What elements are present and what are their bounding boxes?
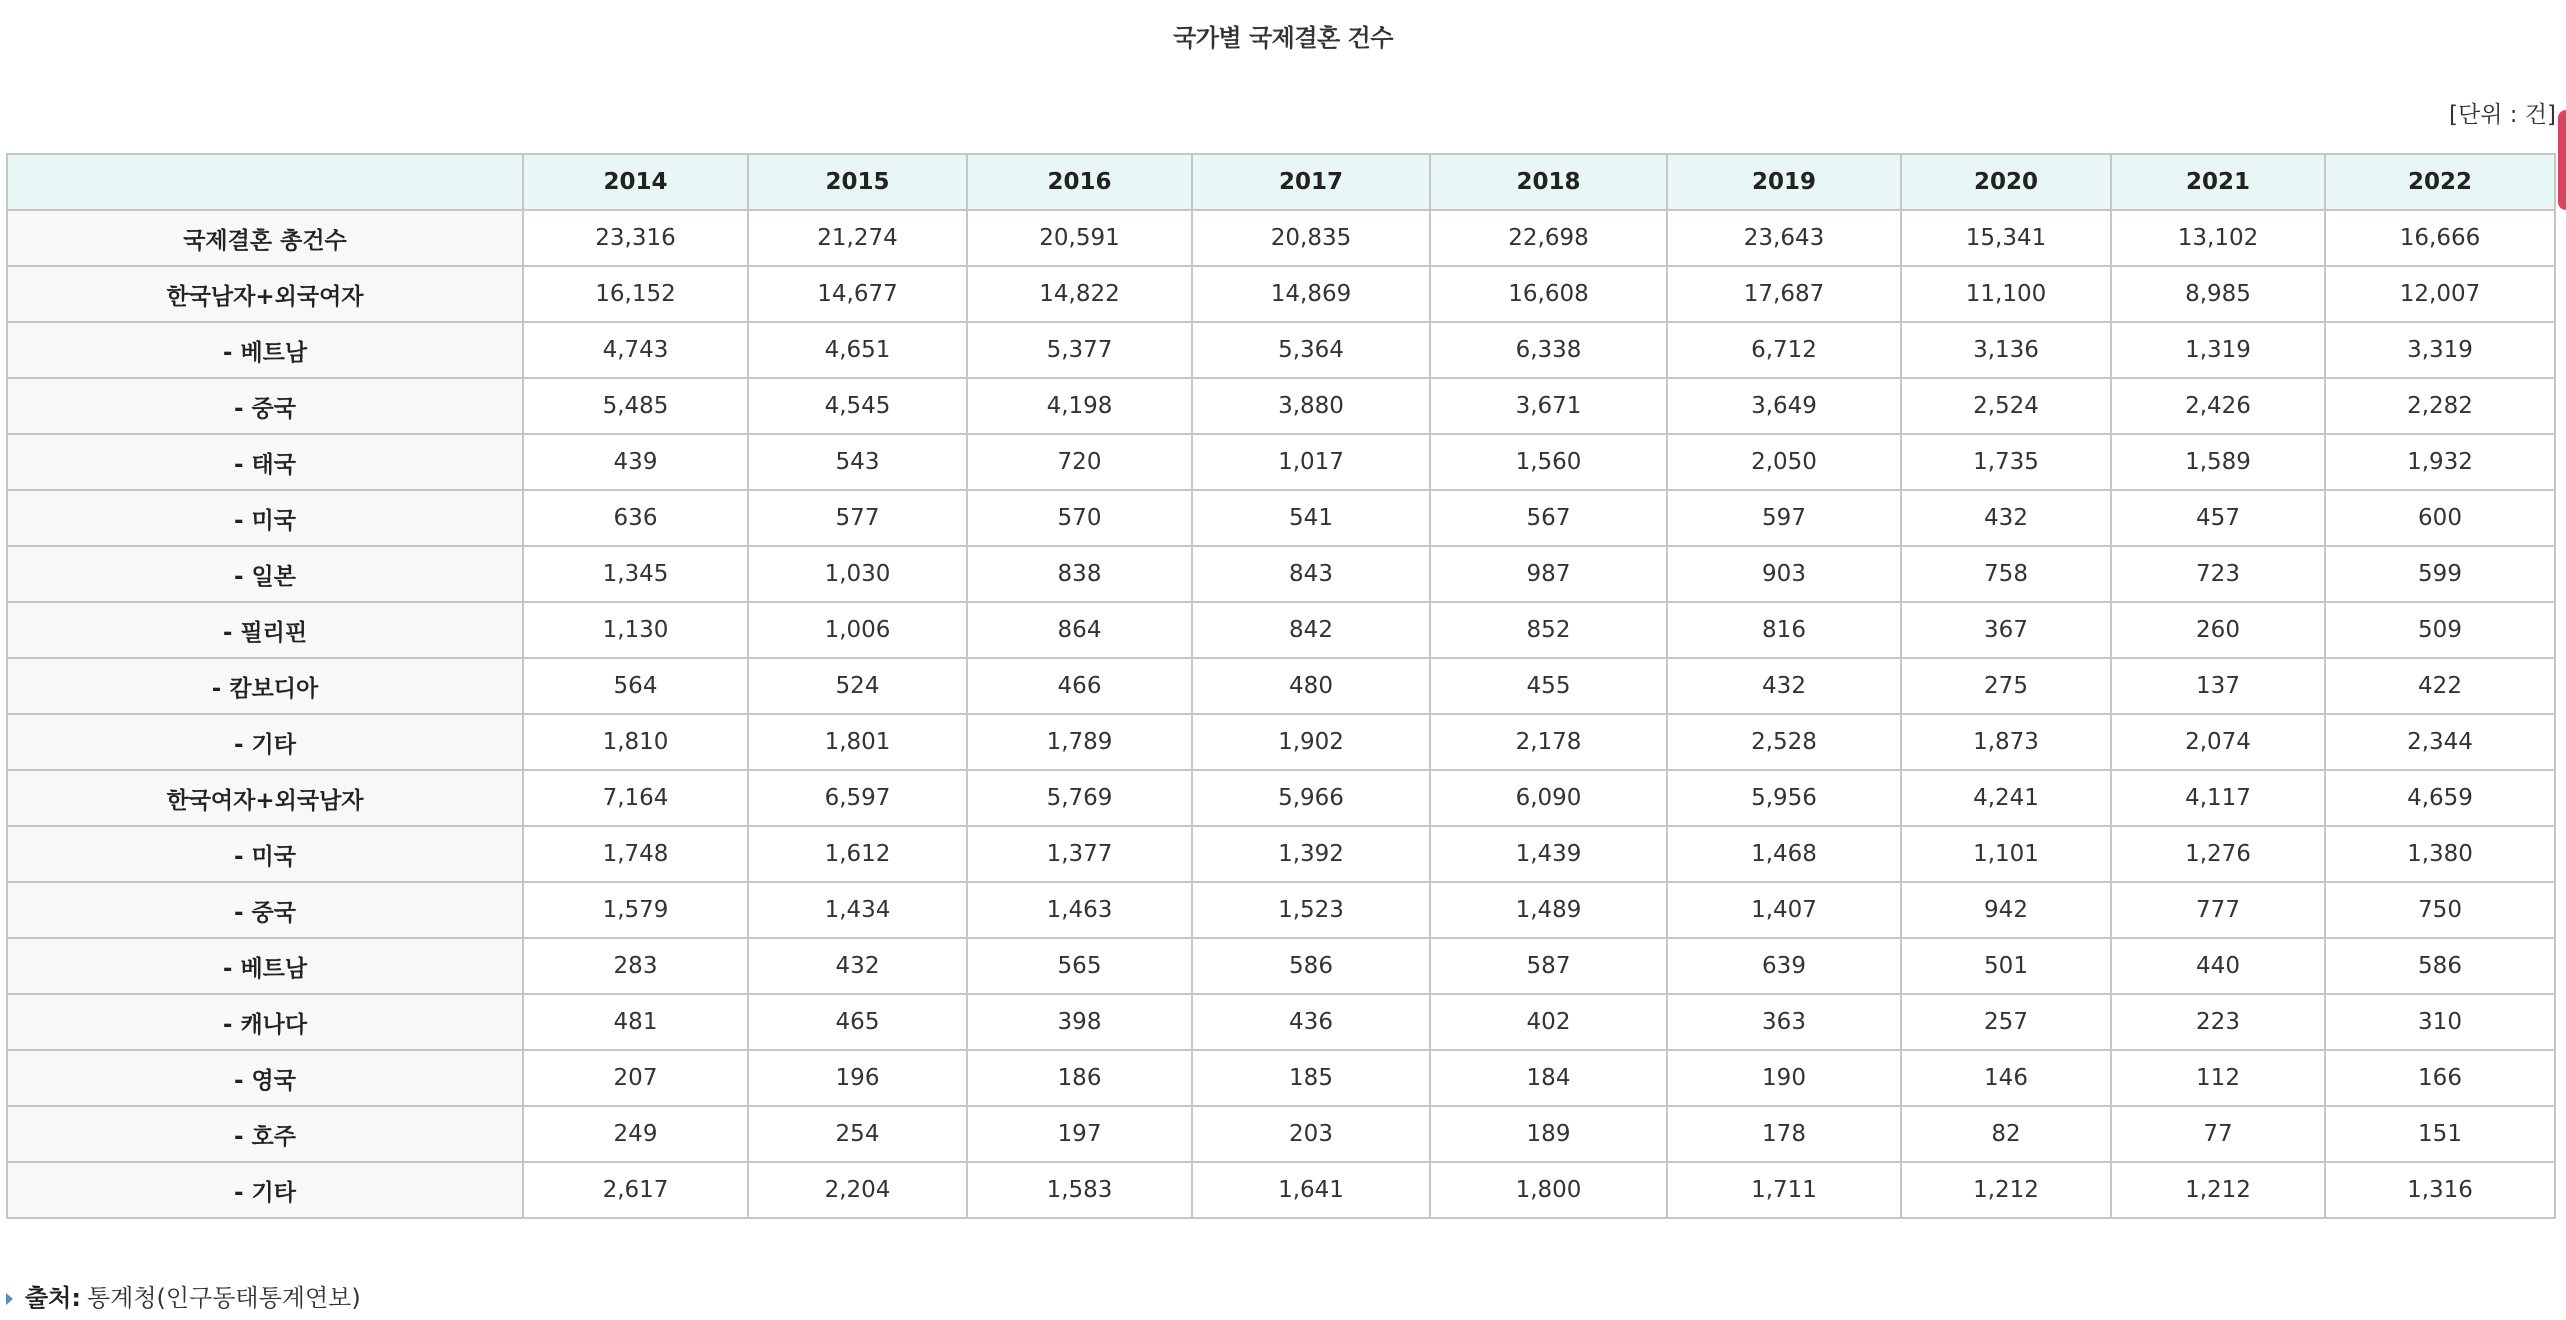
source-label: 출처: [25, 1284, 81, 1312]
data-cell: 1,212 [2111, 1162, 2325, 1218]
data-cell: 1,276 [2111, 826, 2325, 882]
row-label: 국제결혼 총건수 [7, 210, 523, 266]
data-cell: 567 [1430, 490, 1667, 546]
table-row [7, 714, 2555, 770]
data-cell: 4,743 [523, 322, 748, 378]
row-label: - 일본 [7, 546, 523, 602]
data-cell: 1,392 [1192, 826, 1430, 882]
data-cell: 249 [523, 1106, 748, 1162]
row-label: 한국여자+외국남자 [7, 770, 523, 826]
data-cell: 1,810 [523, 714, 748, 770]
data-cell: 2,344 [2325, 714, 2555, 770]
data-cell: 432 [1667, 658, 1901, 714]
data-cell: 4,545 [748, 378, 967, 434]
data-cell: 1,489 [1430, 882, 1667, 938]
data-cell: 636 [523, 490, 748, 546]
data-cell: 432 [1901, 490, 2111, 546]
data-cell: 5,966 [1192, 770, 1430, 826]
table-row [7, 770, 2555, 826]
data-cell: 1,030 [748, 546, 967, 602]
data-cell: 1,130 [523, 602, 748, 658]
data-cell: 1,006 [748, 602, 967, 658]
data-cell: 13,102 [2111, 210, 2325, 266]
table-body [7, 210, 2555, 1218]
data-cell: 5,956 [1667, 770, 1901, 826]
column-header-2018: 2018 [1430, 154, 1667, 210]
column-header-2015: 2015 [748, 154, 967, 210]
data-cell: 367 [1901, 602, 2111, 658]
data-cell: 1,434 [748, 882, 967, 938]
data-cell: 185 [1192, 1050, 1430, 1106]
column-header-2019: 2019 [1667, 154, 1901, 210]
data-cell: 1,641 [1192, 1162, 1430, 1218]
source-text: 통계청(인구동태통계연보) [86, 1284, 361, 1312]
table-row [7, 882, 2555, 938]
column-header-2020: 2020 [1901, 154, 2111, 210]
data-cell: 838 [967, 546, 1192, 602]
row-label: - 필리핀 [7, 602, 523, 658]
data-cell: 1,468 [1667, 826, 1901, 882]
data-cell: 15,341 [1901, 210, 2111, 266]
data-cell: 112 [2111, 1050, 2325, 1106]
data-cell: 541 [1192, 490, 1430, 546]
page-title: 국가별 국제결혼 건수 [1173, 24, 1393, 52]
data-cell: 1,801 [748, 714, 967, 770]
data-cell: 564 [523, 658, 748, 714]
data-cell: 6,338 [1430, 322, 1667, 378]
data-cell: 1,463 [967, 882, 1192, 938]
data-cell: 151 [2325, 1106, 2555, 1162]
column-header-2017: 2017 [1192, 154, 1430, 210]
data-cell: 82 [1901, 1106, 2111, 1162]
data-cell: 16,152 [523, 266, 748, 322]
data-cell: 1,579 [523, 882, 748, 938]
data-cell: 852 [1430, 602, 1667, 658]
data-cell: 2,426 [2111, 378, 2325, 434]
data-cell: 1,377 [967, 826, 1192, 882]
data-cell: 432 [748, 938, 967, 994]
data-cell: 2,282 [2325, 378, 2555, 434]
row-label: - 기타 [7, 1162, 523, 1218]
data-cell: 17,687 [1667, 266, 1901, 322]
data-cell: 440 [2111, 938, 2325, 994]
data-cell: 4,241 [1901, 770, 2111, 826]
data-cell: 1,748 [523, 826, 748, 882]
data-cell: 842 [1192, 602, 1430, 658]
data-cell: 1,560 [1430, 434, 1667, 490]
data-cell: 2,204 [748, 1162, 967, 1218]
data-cell: 4,117 [2111, 770, 2325, 826]
data-cell: 501 [1901, 938, 2111, 994]
row-label: - 태국 [7, 434, 523, 490]
table-row [7, 1106, 2555, 1162]
data-cell: 1,873 [1901, 714, 2111, 770]
data-cell: 843 [1192, 546, 1430, 602]
data-cell: 5,769 [967, 770, 1192, 826]
data-cell: 481 [523, 994, 748, 1050]
source-note [6, 1278, 361, 1313]
column-header-2021: 2021 [2111, 154, 2325, 210]
data-cell: 439 [523, 434, 748, 490]
data-cell: 864 [967, 602, 1192, 658]
data-cell: 21,274 [748, 210, 967, 266]
table-row [7, 434, 2555, 490]
triangle-bullet-icon [6, 1293, 13, 1305]
data-cell: 3,880 [1192, 378, 1430, 434]
data-cell: 1,017 [1192, 434, 1430, 490]
data-cell: 1,319 [2111, 322, 2325, 378]
data-cell: 465 [748, 994, 967, 1050]
data-cell: 2,074 [2111, 714, 2325, 770]
data-cell: 3,649 [1667, 378, 1901, 434]
row-label: - 중국 [7, 882, 523, 938]
column-header-2022: 2022 [2325, 154, 2555, 210]
data-cell: 777 [2111, 882, 2325, 938]
data-cell: 137 [2111, 658, 2325, 714]
data-cell: 903 [1667, 546, 1901, 602]
data-cell: 570 [967, 490, 1192, 546]
data-cell: 3,671 [1430, 378, 1667, 434]
data-cell: 178 [1667, 1106, 1901, 1162]
data-cell: 77 [2111, 1106, 2325, 1162]
data-cell: 23,316 [523, 210, 748, 266]
data-cell: 166 [2325, 1050, 2555, 1106]
data-cell: 586 [1192, 938, 1430, 994]
row-label: - 호주 [7, 1106, 523, 1162]
data-cell: 543 [748, 434, 967, 490]
international-marriage-table [6, 153, 2556, 1219]
data-cell: 1,711 [1667, 1162, 1901, 1218]
data-cell: 189 [1430, 1106, 1667, 1162]
data-cell: 1,316 [2325, 1162, 2555, 1218]
data-cell: 310 [2325, 994, 2555, 1050]
data-cell: 2,050 [1667, 434, 1901, 490]
data-cell: 987 [1430, 546, 1667, 602]
data-cell: 599 [2325, 546, 2555, 602]
side-tab[interactable] [2558, 110, 2566, 210]
data-cell: 455 [1430, 658, 1667, 714]
data-cell: 8,985 [2111, 266, 2325, 322]
data-cell: 720 [967, 434, 1192, 490]
data-cell: 197 [967, 1106, 1192, 1162]
table-header-row [7, 154, 2555, 210]
data-cell: 6,597 [748, 770, 967, 826]
data-cell: 402 [1430, 994, 1667, 1050]
table-row [7, 602, 2555, 658]
data-cell: 16,608 [1430, 266, 1667, 322]
data-cell: 363 [1667, 994, 1901, 1050]
data-cell: 196 [748, 1050, 967, 1106]
row-label: - 기타 [7, 714, 523, 770]
data-cell: 22,698 [1430, 210, 1667, 266]
data-cell: 639 [1667, 938, 1901, 994]
data-cell: 184 [1430, 1050, 1667, 1106]
data-cell: 600 [2325, 490, 2555, 546]
data-cell: 6,090 [1430, 770, 1667, 826]
data-cell: 203 [1192, 1106, 1430, 1162]
unit-label: [단위 : 건] [2449, 102, 2556, 128]
data-cell: 587 [1430, 938, 1667, 994]
data-cell: 1,789 [967, 714, 1192, 770]
data-cell: 524 [748, 658, 967, 714]
data-cell: 750 [2325, 882, 2555, 938]
data-cell: 597 [1667, 490, 1901, 546]
table-row [7, 378, 2555, 434]
data-cell: 260 [2111, 602, 2325, 658]
data-cell: 1,407 [1667, 882, 1901, 938]
data-cell: 3,136 [1901, 322, 2111, 378]
data-cell: 4,198 [967, 378, 1192, 434]
data-cell: 942 [1901, 882, 2111, 938]
data-cell: 6,712 [1667, 322, 1901, 378]
data-cell: 586 [2325, 938, 2555, 994]
data-cell: 5,485 [523, 378, 748, 434]
data-cell: 11,100 [1901, 266, 2111, 322]
table-row [7, 490, 2555, 546]
data-cell: 1,439 [1430, 826, 1667, 882]
column-header-2016: 2016 [967, 154, 1192, 210]
data-cell: 275 [1901, 658, 2111, 714]
data-cell: 2,178 [1430, 714, 1667, 770]
data-cell: 816 [1667, 602, 1901, 658]
data-cell: 283 [523, 938, 748, 994]
data-cell: 257 [1901, 994, 2111, 1050]
data-cell: 1,735 [1901, 434, 2111, 490]
data-cell: 2,528 [1667, 714, 1901, 770]
row-label: - 베트남 [7, 938, 523, 994]
data-cell: 186 [967, 1050, 1192, 1106]
data-cell: 14,869 [1192, 266, 1430, 322]
table-row [7, 266, 2555, 322]
data-cell: 398 [967, 994, 1192, 1050]
data-cell: 12,007 [2325, 266, 2555, 322]
data-cell: 14,822 [967, 266, 1192, 322]
table-row [7, 546, 2555, 602]
data-cell: 190 [1667, 1050, 1901, 1106]
data-cell: 2,524 [1901, 378, 2111, 434]
data-cell: 466 [967, 658, 1192, 714]
data-cell: 4,651 [748, 322, 967, 378]
table-row [7, 994, 2555, 1050]
header-corner-cell [7, 154, 523, 210]
data-cell: 1,345 [523, 546, 748, 602]
data-cell: 5,364 [1192, 322, 1430, 378]
table-row [7, 938, 2555, 994]
row-label: - 캐나다 [7, 994, 523, 1050]
row-label: - 미국 [7, 826, 523, 882]
row-label: - 캄보디아 [7, 658, 523, 714]
data-cell: 509 [2325, 602, 2555, 658]
data-cell: 577 [748, 490, 967, 546]
data-cell: 1,523 [1192, 882, 1430, 938]
data-cell: 7,164 [523, 770, 748, 826]
data-cell: 1,612 [748, 826, 967, 882]
data-cell: 723 [2111, 546, 2325, 602]
row-label: - 중국 [7, 378, 523, 434]
table-row [7, 826, 2555, 882]
data-cell: 20,835 [1192, 210, 1430, 266]
data-cell: 1,380 [2325, 826, 2555, 882]
row-label: - 영국 [7, 1050, 523, 1106]
data-cell: 1,101 [1901, 826, 2111, 882]
data-cell: 1,800 [1430, 1162, 1667, 1218]
data-cell: 480 [1192, 658, 1430, 714]
data-cell: 254 [748, 1106, 967, 1162]
data-cell: 2,617 [523, 1162, 748, 1218]
data-cell: 1,589 [2111, 434, 2325, 490]
data-cell: 20,591 [967, 210, 1192, 266]
data-cell: 14,677 [748, 266, 967, 322]
row-label: - 베트남 [7, 322, 523, 378]
table-container [6, 153, 2554, 1219]
data-cell: 207 [523, 1050, 748, 1106]
row-label: 한국남자+외국여자 [7, 266, 523, 322]
data-cell: 4,659 [2325, 770, 2555, 826]
data-cell: 565 [967, 938, 1192, 994]
data-cell: 23,643 [1667, 210, 1901, 266]
data-cell: 1,902 [1192, 714, 1430, 770]
data-cell: 436 [1192, 994, 1430, 1050]
table-row [7, 322, 2555, 378]
table-row [7, 1162, 2555, 1218]
data-cell: 758 [1901, 546, 2111, 602]
data-cell: 5,377 [967, 322, 1192, 378]
table-row [7, 210, 2555, 266]
row-label: - 미국 [7, 490, 523, 546]
data-cell: 1,583 [967, 1162, 1192, 1218]
data-cell: 457 [2111, 490, 2325, 546]
data-cell: 1,212 [1901, 1162, 2111, 1218]
table-row [7, 1050, 2555, 1106]
data-cell: 3,319 [2325, 322, 2555, 378]
table-row [7, 658, 2555, 714]
data-cell: 223 [2111, 994, 2325, 1050]
data-cell: 422 [2325, 658, 2555, 714]
column-header-2014: 2014 [523, 154, 748, 210]
data-cell: 16,666 [2325, 210, 2555, 266]
data-cell: 1,932 [2325, 434, 2555, 490]
data-cell: 146 [1901, 1050, 2111, 1106]
